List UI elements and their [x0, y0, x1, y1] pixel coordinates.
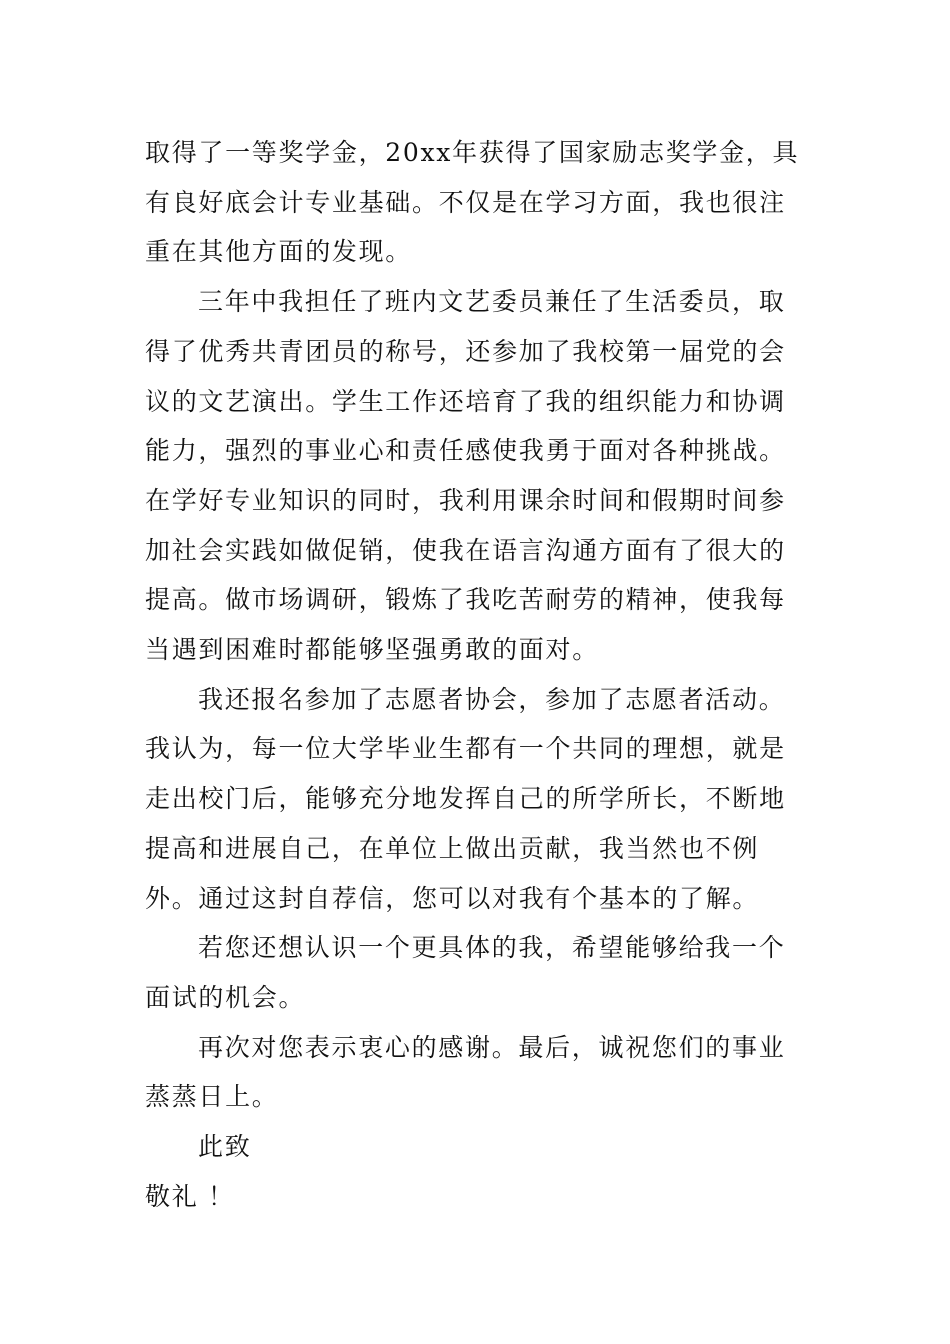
- paragraph-interview-request: 若您还想认识一个更具体的我，希望能够给我一个面试的机会。: [145, 933, 786, 1012]
- paragraph-student-work: 三年中我担任了班内文艺委员兼任了生活委员，取得了优秀共青团员的称号，还参加了我校第一届党的会议的文艺演出。学生工作还培育了我的组织能力和协调能力，强烈的事业心和责任感使我勇于面对各种挑战。在学好专业知识的同时，我利用课余时间和假期时间参加社会实践如做促销，使我在语言沟通方面有了很大的提高。做市场调研，锻炼了我吃苦耐劳的精神，使我每当遇到困难时都能够坚强勇敢的面对。: [145, 287, 786, 665]
- letter-body: [145, 128, 810, 1221]
- closing-salutation: 此致: [198, 1132, 252, 1162]
- paragraph-volunteer: 我还报名参加了志愿者协会，参加了志愿者活动。我认为，每一位大学毕业生都有一个共同的理想，就是走出校门后，能够充分地发挥自己的所学所长，不断地提高和进展自己，在单位上做出贡献，我当然也不例外。通过这封自荐信，您可以对我有个基本的了解。: [145, 684, 786, 913]
- closing-regards: 敬礼 ！: [145, 1181, 235, 1211]
- paragraph-scholarship: 取得了一等奖学金，20xx年获得了国家励志奖学金，具有良好底会计专业基础。不仅是在学习方面，我也很注重在其他方面的发现。: [145, 138, 800, 267]
- paragraph-thanks: 再次对您表示衷心的感谢。最后，诚祝您们的事业蒸蒸日上。: [145, 1032, 786, 1112]
